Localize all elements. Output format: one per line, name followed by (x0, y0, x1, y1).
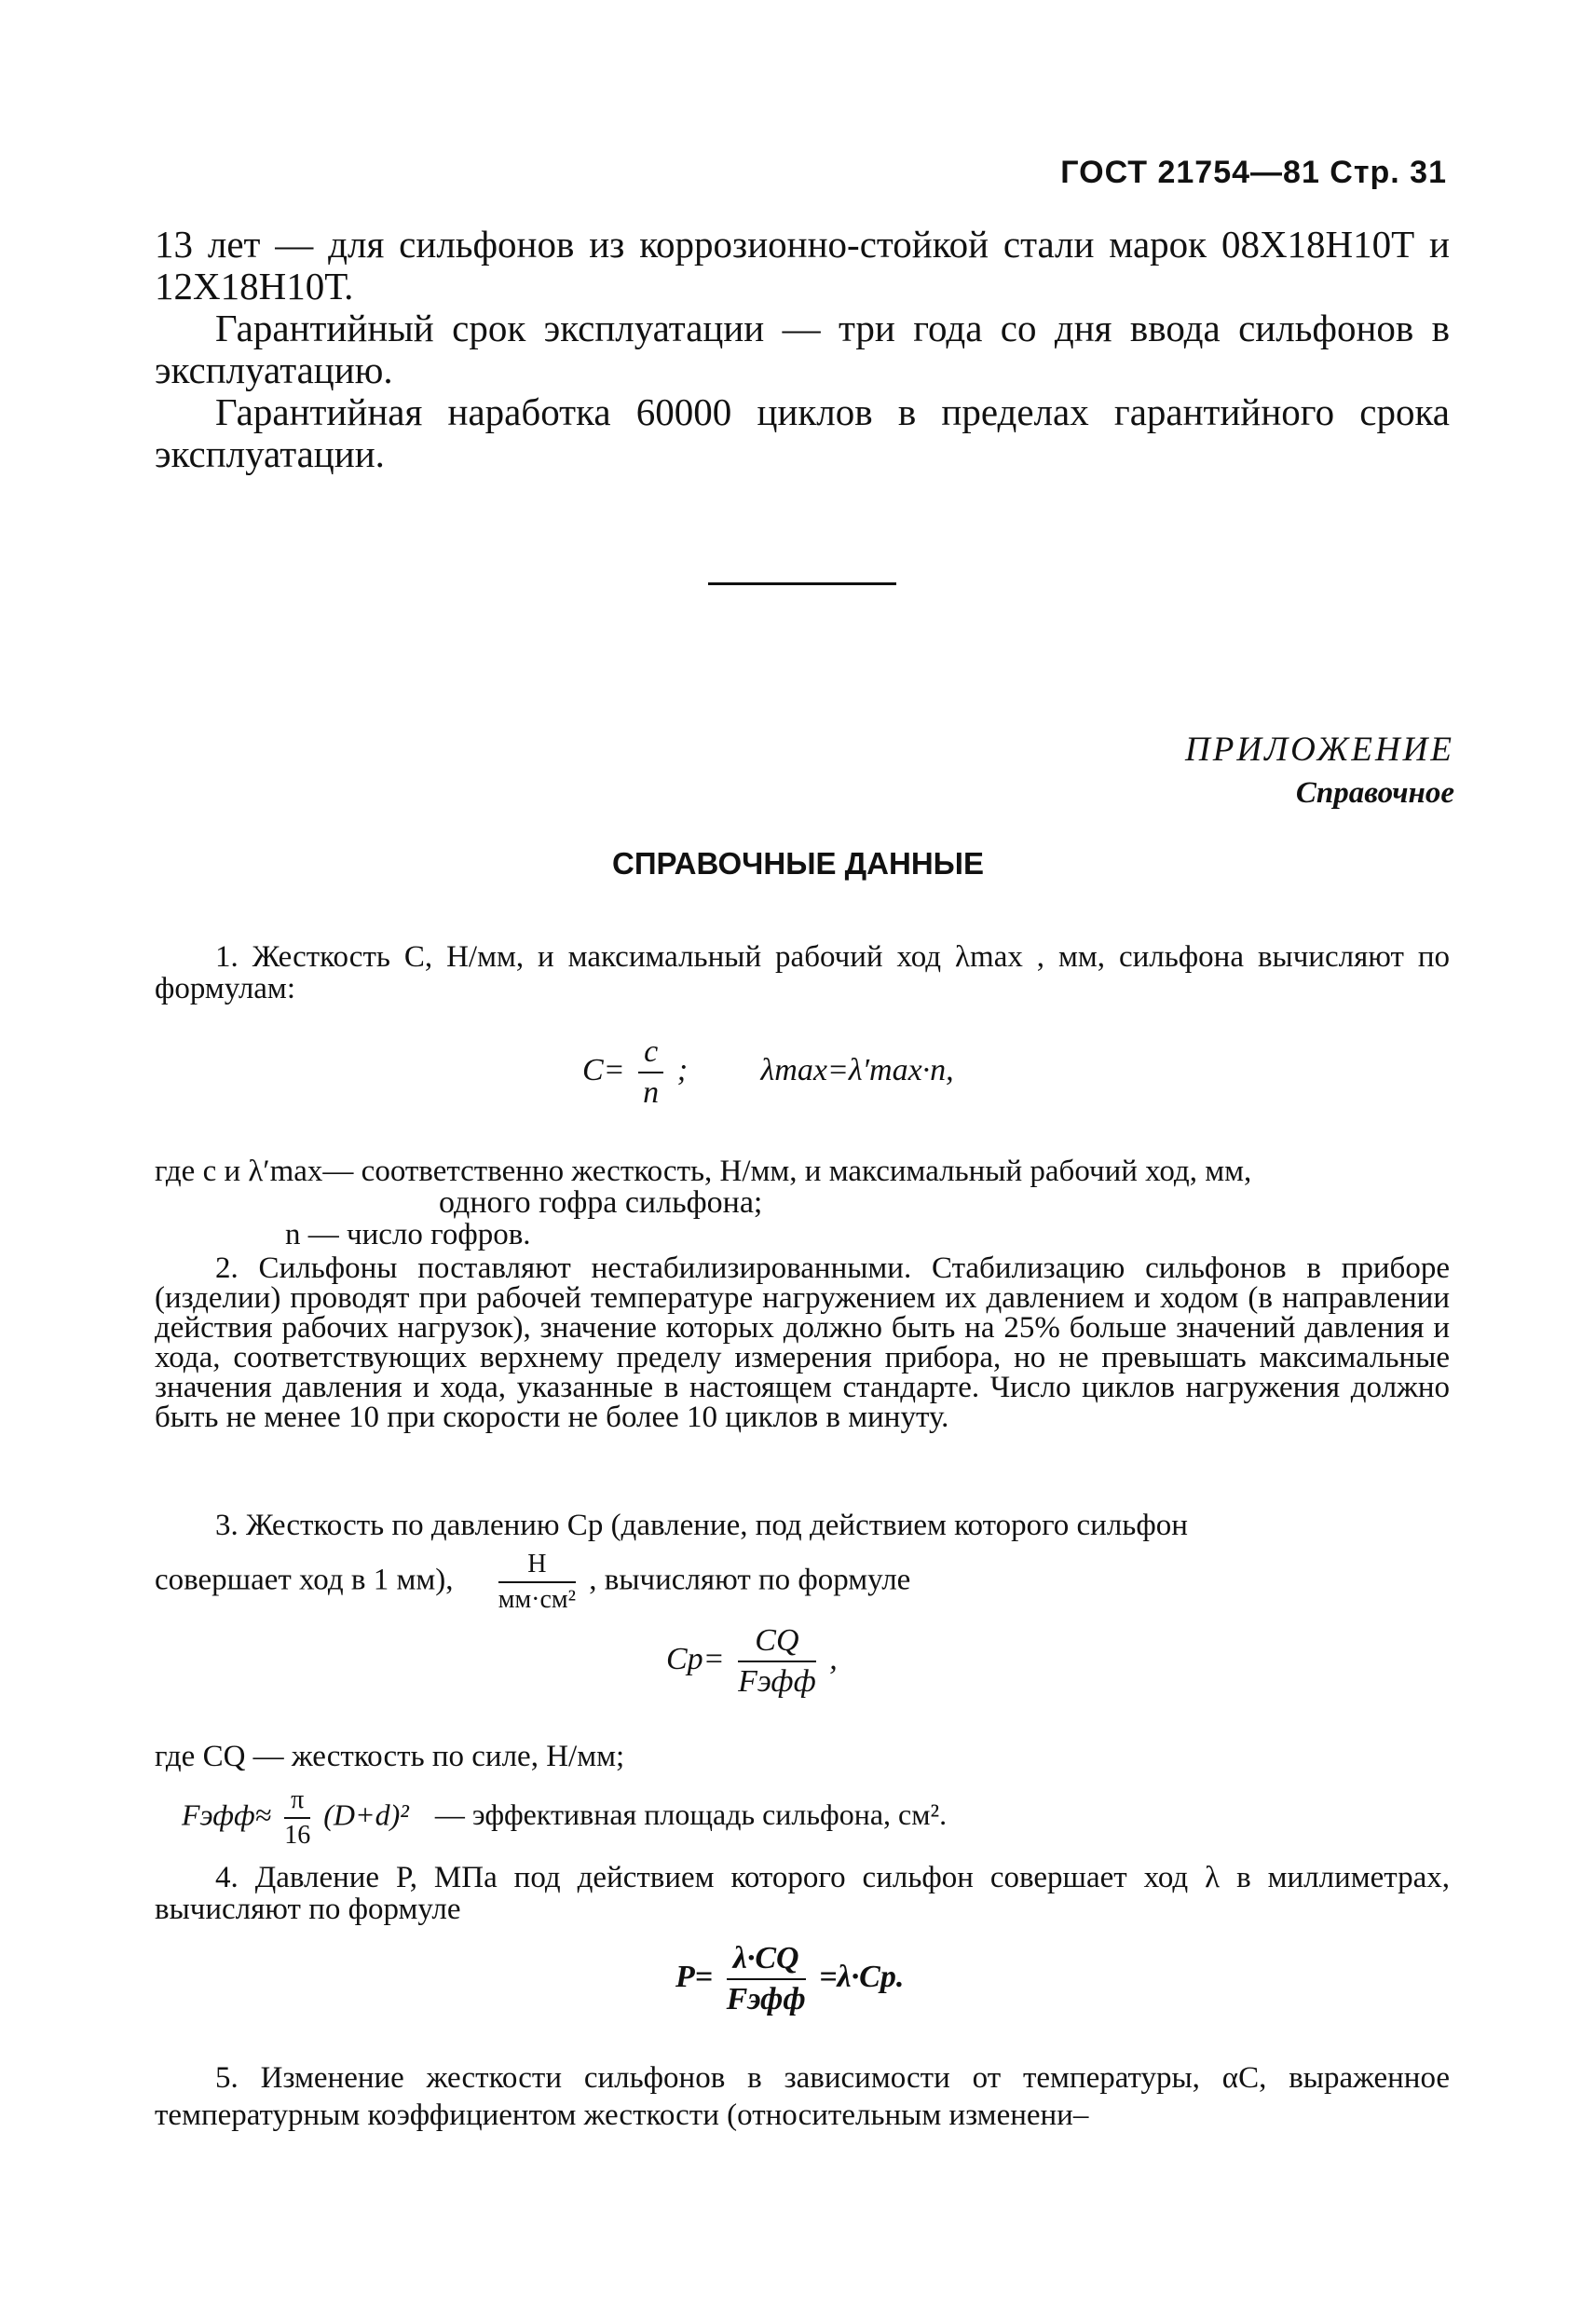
formula-separator: ; (676, 1052, 689, 1087)
item-2 (155, 1253, 1450, 1432)
formula-stroke: λmax=λ′max·n, (760, 1052, 954, 1087)
item-3-text: 3. Жесткость по давлению Cp (давление, под действием которого сильфон (215, 1509, 1188, 1542)
appendix-subtitle: Справочное (1295, 776, 1454, 810)
formula-ea-fraction (284, 1785, 310, 1851)
item-5-text: 5. Изменение жесткости сильфонов в зависимости от температуры, αC, выраженное температурным коэффициентом жесткости (относительным изменени– (155, 2061, 1450, 2132)
formula-p-fraction (727, 1941, 806, 2017)
formula-stiffness (582, 1034, 954, 1111)
formula-ea-den: 16 (284, 1821, 311, 1850)
formula-stiffness-den: n (643, 1075, 660, 1110)
formula-ps-den: Fэфф (738, 1664, 816, 1699)
where-1 (155, 1155, 1450, 1251)
where-1-n: n — число гофров. (285, 1218, 531, 1251)
formula-stiffness-fraction (638, 1034, 663, 1111)
formula-p-den: Fэфф (726, 1982, 806, 2016)
item-3 (155, 1510, 1450, 1541)
item-1 (155, 941, 1450, 1005)
where-2 (155, 1741, 1450, 1772)
item-5 (155, 2059, 1450, 2134)
formula-p-right: =λ·Cp. (819, 1959, 905, 1994)
formula-ps-comma: , (829, 1641, 838, 1676)
intro-paragraph-1: 13 лет — для сильфонов из коррозионно-стойкой стали марок 08Х18Н10Т и 12Х18Н10Т. (155, 223, 1450, 308)
item-3-unit-line (155, 1550, 910, 1615)
formula-ps-left: Cp= (666, 1641, 725, 1676)
formula-ea-left: Fэфф≈ (182, 1797, 272, 1832)
formula-pressure (675, 1941, 904, 2017)
item-3-cont-a: совершает ход в 1 мм), (155, 1563, 454, 1597)
formula-p-num: λ·CQ (727, 1941, 806, 1980)
where-1-text: где c и λ′max— соответственно жесткость, Н/мм, и максимальный рабочий ход, мм, (155, 1155, 1252, 1188)
formula-stiffness-num: c (638, 1034, 663, 1073)
formula-stiffness-left: C= (582, 1052, 625, 1087)
formula-p-left: P= (675, 1959, 714, 1994)
formula-ea-desc: — эффективная площадь сильфона, см². (434, 1797, 948, 1832)
section-divider (708, 582, 896, 585)
formula-pressure-stiffness (666, 1623, 838, 1700)
appendix-title: ПРИЛОЖЕНИЕ (1185, 731, 1454, 769)
unit-num: Н (498, 1550, 576, 1583)
formula-ps-fraction (738, 1623, 816, 1700)
item-1-text: 1. Жесткость С, Н/мм, и максимальный рабочий ход λmax , мм, сильфона вычисляют по формулам: (155, 940, 1450, 1005)
item-4 (155, 1862, 1450, 1925)
section-title: СПРАВОЧНЫЕ ДАННЫЕ (612, 846, 984, 881)
item-4-text: 4. Давление P, МПа под действием которого сильфон совершает ход λ в миллиметрах, вычисляют по формуле (155, 1861, 1450, 1926)
unit-den: мм·см² (498, 1585, 577, 1614)
item-3-cont-b: , вычисляют по формуле (589, 1563, 911, 1597)
formula-ea-num: π (284, 1785, 310, 1819)
formula-ps-num: CQ (738, 1623, 816, 1662)
item-2-text: 2. Сильфоны поставляют нестабилизированными. Стабилизацию сильфонов в приборе (изделии) проводят при рабочей температуре нагружением их давлением и ходом (в направлении действия рабочих нагрузок), значение которых должно быть на 25% больше значений давления и хода, соответствующих верхнему пределу измерения прибора, но не превышать максимальные значения давления и хода, указанные в настоящем стандарте. Число циклов нагружения должно быть не менее 10 при скорости не более 10 циклов в минуту. (155, 1251, 1450, 1434)
intro-paragraph-3: Гарантийная наработка 60000 циклов в пределах гарантийного срока эксплуатации. (155, 390, 1450, 475)
formula-ea-right: (D+d)² (323, 1797, 409, 1832)
intro-paragraph-2: Гарантийный срок эксплуатации — три года со дня ввода сильфонов в эксплуатацию. (155, 307, 1450, 391)
where-2-text: где CQ — жесткость по силе, Н/мм; (155, 1740, 625, 1773)
page-header: ГОСТ 21754—81 Стр. 31 (1060, 155, 1447, 190)
formula-effective-area (182, 1785, 947, 1851)
unit-fraction (498, 1550, 576, 1615)
where-1-cont: одного гофра сильфона; (439, 1185, 763, 1220)
intro-text (155, 224, 1450, 475)
